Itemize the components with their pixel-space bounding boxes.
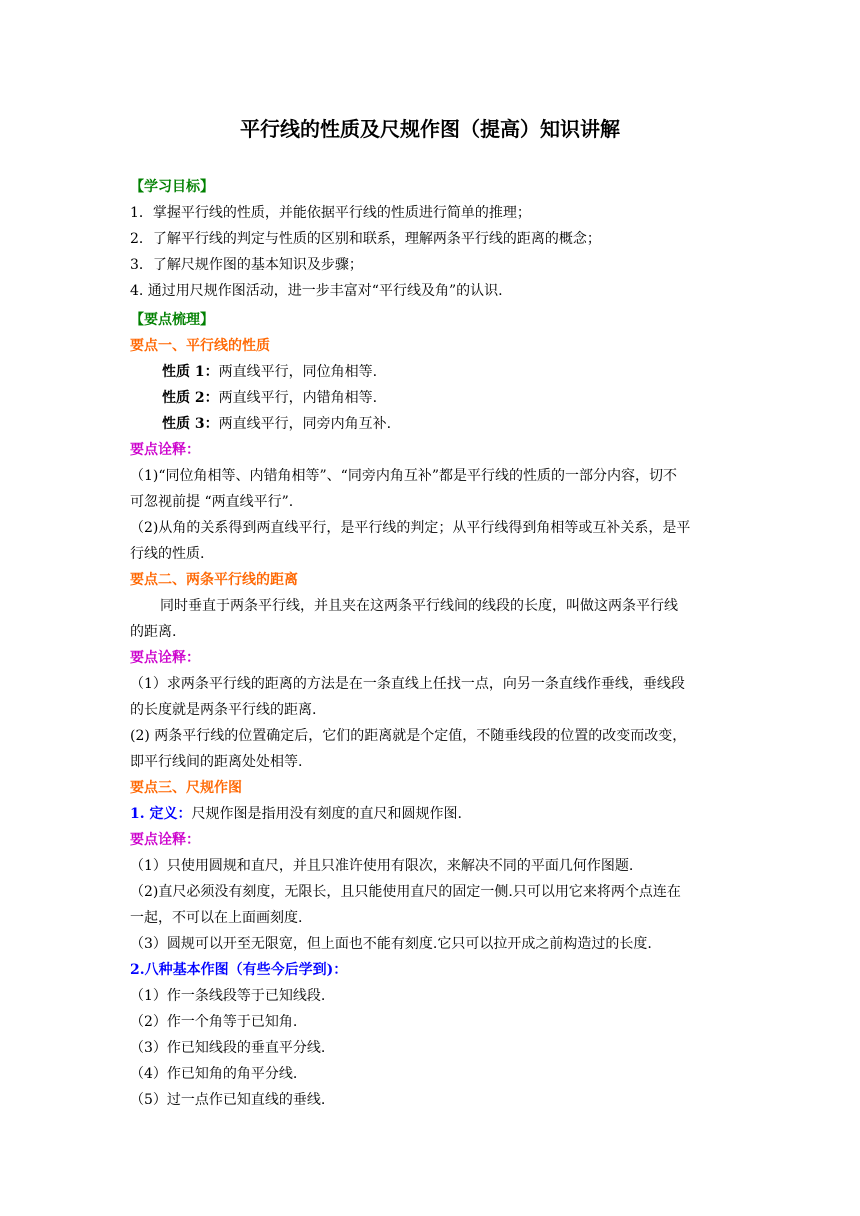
point3-note-2-cont: 一起，不可以在上面画刻度. — [130, 910, 303, 926]
property-2-text: 两直线平行，内错角相等. — [218, 390, 378, 406]
point3-note-3: （3）圆规可以开至无限宽，但上面也不能有刻度.它只可以拉开成之前构造过的长度. — [130, 936, 652, 952]
point2-note1-line1: （1）求两条平行线的距离的方法是在一条直线上任找一点，向另一条直线作垂线，垂线段 — [130, 676, 685, 692]
point2-note-heading: 要点诠释： — [130, 650, 200, 666]
point3-note-heading: 要点诠释： — [130, 832, 200, 848]
goal-item-1: 1．掌握平行线的性质，并能依据平行线的性质进行简单的推理； — [130, 205, 531, 221]
point3-def-text: 尺规作图是指用没有刻度的直尺和圆规作图. — [191, 806, 462, 822]
property-3 — [162, 413, 767, 435]
basic-item-3: （3）作已知线段的垂直平分线. — [130, 1040, 326, 1056]
basic-item-2: （2）作一个角等于已知角. — [130, 1014, 298, 1030]
basic-item-5: （5）过一点作已知直线的垂线. — [130, 1092, 326, 1108]
property-2-label: 性质 2： — [162, 390, 219, 406]
point2-def-line2: 的距离. — [130, 624, 177, 640]
basic-item-1: （1）作一条线段等于已知线段. — [130, 988, 326, 1004]
basic-constructions-heading: 2.八种基本作图（有些今后学到)： — [130, 962, 348, 978]
goals-heading: 【学习目标】 — [130, 179, 214, 195]
property-3-text: 两直线平行，同旁内角互补. — [218, 416, 392, 432]
goal-item-2: 2．了解平行线的判定与性质的区别和联系，理解两条平行线的距离的概念； — [130, 231, 601, 247]
point1-note2-line2: 行线的性质. — [130, 546, 205, 562]
point1-heading: 要点一、平行线的性质 — [130, 338, 270, 354]
point2-heading: 要点二、两条平行线的距离 — [130, 572, 298, 588]
basic-item-4: （4）作已知角的角平分线. — [130, 1066, 298, 1082]
property-3-label: 性质 3： — [162, 416, 219, 432]
point3-heading: 要点三、尺规作图 — [130, 780, 242, 796]
point1-note-heading: 要点诠释： — [130, 442, 200, 458]
points-heading: 【要点梳理】 — [130, 312, 214, 328]
point3-note-1: （1）只使用圆规和直尺，并且只准许使用有限次，来解决不同的平面几何作图题. — [130, 858, 634, 874]
point3-note-2: （2)直尺必须没有刻度，无限长，且只能使用直尺的固定一侧.只可以用它来将两个点连在 — [130, 884, 681, 900]
goal-item-3: 3．了解尺规作图的基本知识及步骤； — [130, 257, 363, 273]
point1-note2-line1: （2)从角的关系得到两直线平行，是平行线的判定；从平行线得到角相等或互补关系，是平 — [130, 520, 691, 536]
point2-def-line1: 同时垂直于两条平行线，并且夹在这两条平行线间的线段的长度，叫做这两条平行线 — [160, 598, 678, 614]
point3-def-label: 1. 定义： — [130, 806, 192, 822]
point2-note2-line1: (2) 两条平行线的位置确定后，它们的距离就是个定值，不随垂线段的位置的改变而改变， — [130, 728, 687, 744]
goal-item-4: 4. 通过用尺规作图活动，进一步丰富对“平行线及角”的认识. — [130, 283, 503, 299]
property-1-text: 两直线平行，同位角相等. — [218, 364, 378, 380]
point2-note1-line2: 的长度就是两条平行线的距离. — [130, 702, 317, 718]
point3-definition — [130, 803, 735, 825]
point2-note2-line2: 即平行线间的距离处处相等. — [130, 754, 303, 770]
property-1 — [162, 361, 767, 383]
page-title: 平行线的性质及尺规作图（提高）知识讲解 — [240, 117, 620, 141]
point1-note1-line1: （1)“同位角相等、内错角相等”、“同旁内角互补”都是平行线的性质的一部分内容，切不 — [130, 468, 677, 484]
property-1-label: 性质 1： — [162, 364, 219, 380]
property-2 — [162, 387, 767, 409]
point1-note1-line2: 可忽视前提 “两直线平行”. — [130, 494, 294, 510]
